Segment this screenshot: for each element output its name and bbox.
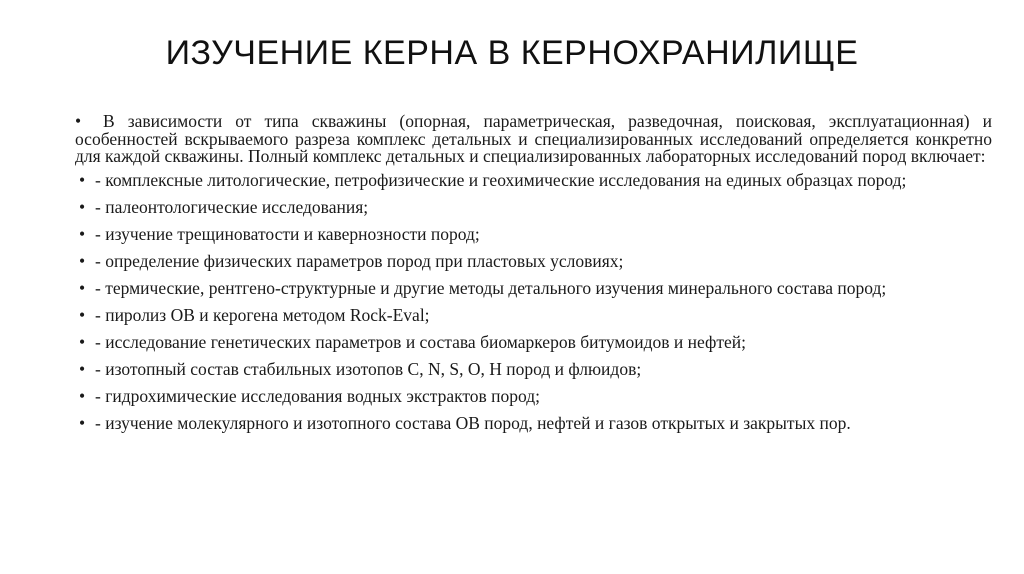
bullet-icon: • <box>79 196 86 217</box>
list-item-text: - изотопный состав стабильных изотопов С, N, S, O, H пород и флюидов; <box>95 358 642 379</box>
bullet-icon: • <box>79 277 86 298</box>
bullet-icon: • <box>79 250 86 271</box>
intro-text: В зависимости от типа скважины (опорная, параметрическая, разведочная, поисковая, эксплуатационная) и особенностей вскрываемого разреза комплекс детальных и специализированных исследований определяется конкретно для каждой скважины. Полный комплекс детальных и специализированных лабораторных исследований пород включает: <box>75 111 992 166</box>
bullet-icon: • <box>79 304 86 325</box>
list-item-text: - термические, рентгено-структурные и другие методы детального изучения минерального состава пород; <box>95 277 887 298</box>
bullet-icon: • <box>79 412 86 433</box>
list-item-text: - определение физических параметров пород при пластовых условиях; <box>95 250 624 271</box>
bullet-icon: • <box>79 331 86 352</box>
bullet-icon: • <box>79 385 86 406</box>
bullet-icon: • <box>79 223 86 244</box>
list-item-text: - исследование генетических параметров и состава биомаркеров битумоидов и нефтей; <box>95 331 746 352</box>
list-item <box>75 277 992 298</box>
list-item <box>75 331 992 352</box>
list-item <box>75 196 992 217</box>
list-item <box>75 304 992 325</box>
bullet-icon: • <box>79 358 86 379</box>
list-item <box>75 250 992 271</box>
intro-bullet: • <box>75 111 82 131</box>
slide-content <box>75 113 992 442</box>
list-item <box>75 358 992 379</box>
intro-paragraph <box>75 113 992 166</box>
list-item-text: - комплексные литологические, петрофизические и геохимические исследования на единых образцах пород; <box>95 169 907 190</box>
list-item <box>75 169 992 190</box>
bullet-icon: • <box>79 169 86 190</box>
list-item <box>75 385 992 406</box>
list-item-text: - гидрохимические исследования водных экстрактов пород; <box>95 385 541 406</box>
list-item <box>75 412 992 433</box>
list-item <box>75 223 992 244</box>
list-item-text: - палеонтологические исследования; <box>95 196 369 217</box>
list-item-text: - пиролиз ОВ и керогена методом Rock-Eval; <box>95 304 430 325</box>
list-item-text: - изучение трещиноватости и кавернозности пород; <box>95 223 480 244</box>
list-item-text: - изучение молекулярного и изотопного состава ОВ пород, нефтей и газов открытых и закрытых пор. <box>95 412 851 433</box>
slide-title: ИЗУЧЕНИЕ КЕРНА В КЕРНОХРАНИЛИЩЕ <box>165 34 859 72</box>
research-list <box>75 169 992 433</box>
